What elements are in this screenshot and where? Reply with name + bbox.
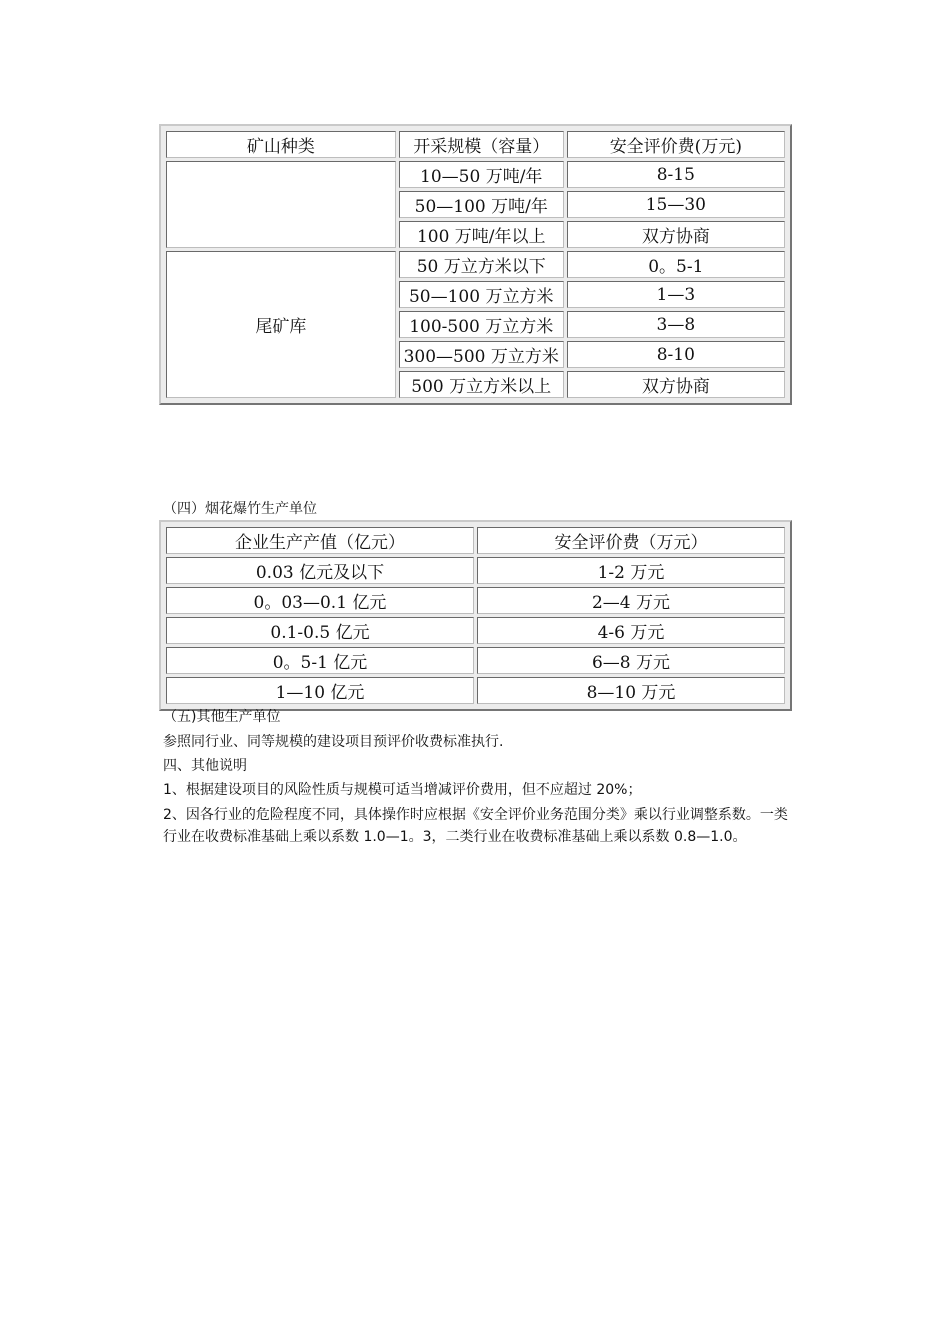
table-row: [166, 587, 785, 614]
other-units-text: 参照同行业、同等规模的建设项目预评价收费标准执行.: [163, 734, 504, 750]
header-mine-type: 矿山种类: [166, 131, 396, 158]
table-row: [166, 617, 785, 644]
table-row: [166, 557, 785, 584]
note-1: 1、根据建设项目的风险性质与规模可适当增减评价费用，但不应超过 20%；: [163, 782, 642, 798]
notes-title: 四、其他说明: [163, 758, 247, 774]
scale-cell: 300—500 万立方米: [399, 341, 564, 368]
fee-cell: 双方协商: [567, 221, 785, 248]
fee-cell: 6—8 万元: [477, 647, 785, 674]
header-scale: 开采规模（容量）: [399, 131, 564, 158]
fee-cell: 3—8: [567, 311, 785, 338]
scale-cell: 50—100 万吨/年: [399, 191, 564, 218]
mine-type-cell: [166, 161, 396, 248]
fee-cell: 8—10 万元: [477, 677, 785, 704]
value-cell: 1—10 亿元: [166, 677, 474, 704]
table-row: [166, 647, 785, 674]
header-fee: 安全评价费（万元）: [477, 527, 785, 554]
fee-cell: 0。5-1: [567, 251, 785, 278]
fireworks-caption: （四）烟花爆竹生产单位: [163, 501, 317, 517]
scale-cell: 500 万立方米以上: [399, 371, 564, 398]
value-cell: 0.1-0.5 亿元: [166, 617, 474, 644]
fireworks-fee-table: [159, 520, 792, 711]
table-header-row: [166, 527, 785, 554]
value-cell: 0。03—0.1 亿元: [166, 587, 474, 614]
table-row: [166, 161, 785, 188]
table-row: [166, 251, 785, 278]
mine-type-cell: 尾矿库: [166, 251, 396, 398]
fee-cell: 1-2 万元: [477, 557, 785, 584]
table-header-row: [166, 131, 785, 158]
scale-cell: 50—100 万立方米: [399, 281, 564, 308]
other-units-title: （五)其他生产单位: [163, 709, 281, 725]
fee-cell: 2—4 万元: [477, 587, 785, 614]
value-cell: 0.03 亿元及以下: [166, 557, 474, 584]
fee-cell: 15—30: [567, 191, 785, 218]
scale-cell: 10—50 万吨/年: [399, 161, 564, 188]
mine-fee-table: [159, 124, 792, 405]
fee-cell: 4-6 万元: [477, 617, 785, 644]
fee-cell: 双方协商: [567, 371, 785, 398]
note-2: 2、因各行业的危险程度不同，具体操作时应根据《安全评价业务范围分类》乘以行业调整系数。一类行业在收费标准基础上乘以系数 1.0—1。3，二类行业在收费标准基础上乘以系数 0.8—1.0。: [163, 807, 788, 845]
fee-cell: 1—3: [567, 281, 785, 308]
header-fee: 安全评价费(万元): [567, 131, 785, 158]
table-row: [166, 677, 785, 704]
value-cell: 0。5-1 亿元: [166, 647, 474, 674]
scale-cell: 100 万吨/年以上: [399, 221, 564, 248]
header-output-value: 企业生产产值（亿元）: [166, 527, 474, 554]
scale-cell: 100-500 万立方米: [399, 311, 564, 338]
scale-cell: 50 万立方米以下: [399, 251, 564, 278]
fee-cell: 8-15: [567, 161, 785, 188]
fee-cell: 8-10: [567, 341, 785, 368]
